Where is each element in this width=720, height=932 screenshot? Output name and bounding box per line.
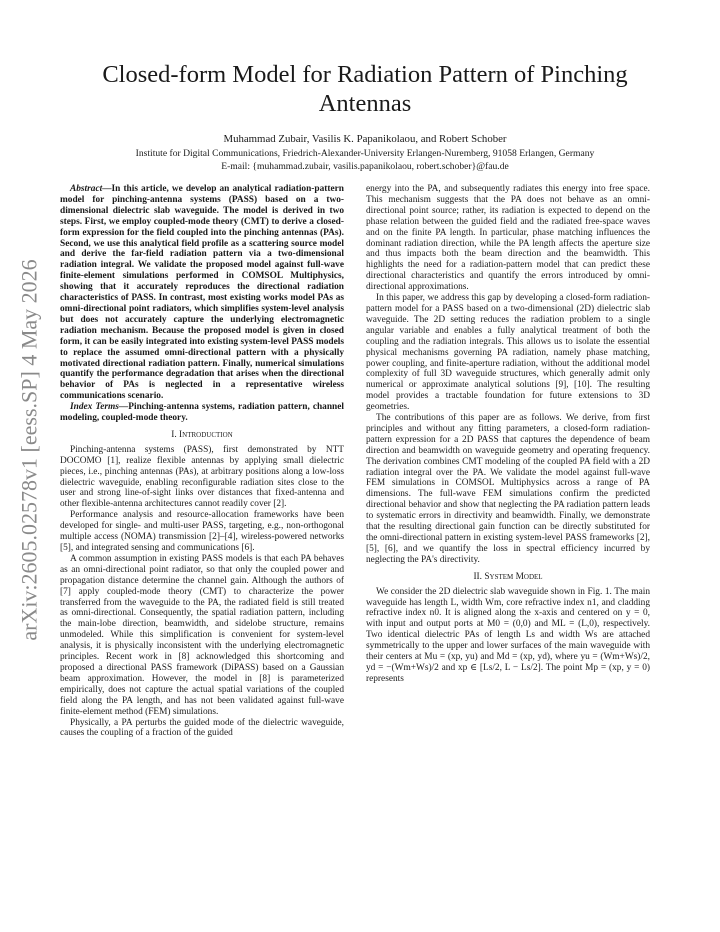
author-block <box>60 133 670 173</box>
intro-paragraph-2: Performance analysis and resource-allocation frameworks have been developed for single- and multi-user PASS, targeting, e.g., non-orthogonal multiple access (NOMA) transmission [2]–[4], wireless-powered networks [5], and integrated sensing and communications [6]. <box>60 510 344 553</box>
system-model-paragraph-1: We consider the 2D dielectric slab waveguide shown in Fig. 1. The main waveguide has length L, width Wm, core refractive index n1, and cladding refractive index n0. It is aligned along the x-axis and centered on y = 0, with input and output ports at M0 = (0,0) and ML = (L,0), respectively. Two identical dielectric PAs of length Ls and width Ws are attached symmetrically to the upper and lower surfaces of the main waveguide with their centers at Mu = (xp, yu) and Md = (xp, yd), where yu = (Wm+Ws)/2, yd = −(Wm+Ws)/2 and xp ∈ [Ls/2, L − Ls/2]. The point Mp = (xp, y = 0) represents <box>366 586 650 684</box>
left-column <box>60 184 344 739</box>
intro-paragraph-1: Pinching-antenna systems (PASS), first demonstrated by NTT DOCOMO [1], realize flexible antennas by applying small dielectric pieces, i.e., pinching antennas (PAs), at arbitrary positions along a low-loss dielectric waveguide, enabling reconfigurable radiation sites close to the user and strong line-of-sight links over distances that fixed-antenna and other flexible-antenna architectures cannot readily cover [2]. <box>60 444 344 510</box>
author-names: Muhammad Zubair, Vasilis K. Papanikolaou, and Robert Schober <box>223 133 507 145</box>
paper-title: Closed-form Model for Radiation Pattern of Pinching Antennas <box>102 61 628 117</box>
index-terms-text: Pinching-antenna systems, radiation pattern, channel modeling, coupled-mode theory. <box>60 402 344 424</box>
author-email: E-mail: {muhammad.zubair, vasilis.papanikolaou, robert.schober}@fau.de <box>221 161 509 172</box>
intro-paragraph-3: A common assumption in existing PASS models is that each PA behaves as an omni-directional point radiator, so that only the coupled power and propagation distance determine the channel gain. Although the authors of [7] apply coupled-mode theory (CMT) to characterize the power transferred from the waveguide to the PA, the radiated field is still treated as omni-directional. Consequently, the spatial radiation pattern, including the main-lobe direction, beamwidth, and sidelobe structure, remains unmodeled. While this simplification is convenient for system-level analysis, it is physically inconsistent with the underlying electromagnetic principles. Recent work in [8] acknowledged this shortcoming and proposed a directional PASS framework (DiPASS) based on a Gaussian beam approximation. However, the model in [8] is parameterized empirically, does not capture the actual spatial variations of the coupled field along the PA length, and has not been validated against full-wave finite-element method (FEM) simulations. <box>60 553 344 717</box>
intro-paragraph-4-continued: energy into the PA, and subsequently radiates this energy into free space. This mechanism suggests that the PA does not behave as an omni-directional point source; rather, its radiation is expected to depend on the phase relation between the guided field and the radiated free-space waves and on the finite PA length. In particular, phase matching influences the dominant radiation direction, while the PA length affects the aperture size and thus impacts both the beam direction and the beamwidth. This highlights the need for a radiation-pattern model that can predict these directional characteristics and quantify the errors introduced by omni-directional approximations. <box>366 184 650 293</box>
index-terms <box>60 402 344 424</box>
arxiv-stamp-text: arXiv:2605.02578v1 [eess.SP] 4 May 2026 <box>17 259 42 641</box>
intro-paragraph-6: The contributions of this paper are as follows. We derive, from first principles and without any fitting parameters, a closed-form radiation-pattern expression for a 2D PASS that captures the dependence of beam direction and beamwidth on waveguide geometry and operating frequency. The derivation combines CMT modeling of the coupled PA field with a 2D radiation integral over the PA. We validate the model against full-wave FEM simulations in COMSOL Multiphysics across a range of PA dimensions. The full-wave FEM simulations confirm the predicted directional behavior and show that neglecting the PA radiation pattern leads to systematic errors in directivity and beamwidth. Finally, we demonstrate that the resulting directional gain function can be directly substituted for the omni-directional pattern in existing system-level PASS frameworks [2], [5], [6], and we quantify the loss in spectral efficiency incurred by neglecting the PA's directivity. <box>366 413 650 565</box>
index-terms-label: Index Terms— <box>70 402 129 413</box>
arxiv-stamp <box>8 250 52 650</box>
abstract-text: In this article, we develop an analytical radiation-pattern model for pinching-antenna systems (PASS) based on a two-dimensional dielectric slab waveguide. The model is derived in two steps. First, we employ coupled-mode theory (CMT) to derive a closed-form expression for the field coupled into the pinching antennas (PAs). Second, we use this analytical field profile as a scattering source model and derive the far-field radiation pattern via a two-dimensional radiation integral. We validate the proposed model against full-wave finite-element simulations performed in COMSOL Multiphysics, showing that it accurately reproduces the directional radiation characteristics of PASS. In contrast, most existing works model PAs as omni-directional point radiators, which simplifies system-level analysis but does not accurately capture the underlying electromagnetic radiation mechanism. Because the proposed model is given in closed form, it can be easily integrated into existing system-level PASS models to replace the assumed omni-directional pattern with a physically motivated directional radiation pattern. Finally, numerical simulations quantify the performance degradation that arises when the directional behavior of PAs is neglected in a representative wireless communications scenario. <box>60 184 344 402</box>
right-column <box>366 184 650 685</box>
intro-paragraph-4: Physically, a PA perturbs the guided mode of the dielectric waveguide, causes the coupling of a fraction of the guided <box>60 717 344 739</box>
intro-paragraph-5: In this paper, we address this gap by developing a closed-form radiation-pattern model for a PASS based on a two-dimensional (2D) dielectric slab waveguide. The 2D setting reduces the radiation problem to a single angular variable and enables a fully analytical treatment of both the coupling and the radiation integrals. This allows us to isolate the essential physical mechanisms governing PA radiation, namely phase matching, power coupling, and finite-aperture radiation, without the additional model complexity of full 3D waveguide structures, which generally admit only numerical or approximate analytical solutions [9], [10]. The resulting model provides a tractable foundation for future extensions to 3D geometries. <box>366 293 650 413</box>
section-heading-system-model: II. System Model <box>473 571 543 582</box>
section-heading-introduction: I. Introduction <box>171 429 233 440</box>
abstract <box>60 184 344 402</box>
author-affiliation: Institute for Digital Communications, Friedrich-Alexander-University Erlangen-Nuremberg, 91058 Erlangen, Germany <box>135 148 595 159</box>
abstract-label: Abstract— <box>70 184 112 194</box>
